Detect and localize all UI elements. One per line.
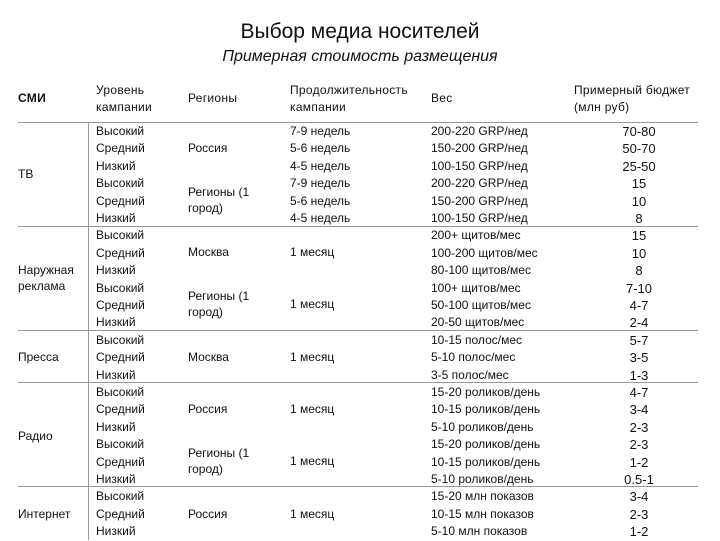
duration-radio-1: 1 месяц	[290, 402, 335, 416]
header-budget: Примерный бюджет (млн руб)	[574, 83, 691, 114]
row-weight: 100+ щитов/мес	[431, 280, 521, 295]
row-weight: 15-20 роликов/день	[431, 385, 541, 399]
row-duration: 5-6 недель	[290, 141, 351, 156]
region-radio-2: Регионы (1 город)	[188, 446, 250, 476]
row-budget: 2-3	[629, 419, 649, 435]
row-level: Низкий	[96, 211, 136, 225]
row-duration: 4-5 недель	[290, 158, 351, 173]
region-outdoor-2: Регионы (1 город)	[188, 289, 250, 319]
duration-radio-2: 1 месяц	[290, 454, 335, 468]
row-level: Средний	[96, 454, 145, 469]
row-weight: 20-50 щитов/мес	[431, 315, 525, 330]
row-budget: 50-70	[622, 141, 656, 157]
region-tv-1: Россия	[188, 141, 228, 155]
row-budget: 0.5-1	[624, 472, 654, 487]
row-budget: 10	[631, 193, 647, 209]
row-level: Низкий	[96, 315, 136, 330]
header-level: Уровень кампании	[96, 83, 153, 114]
row-duration: 5-6 недель	[290, 193, 351, 208]
row-level: Средний	[96, 193, 145, 208]
row-budget: 5-7	[629, 332, 649, 348]
region-radio-1: Россия	[188, 402, 228, 416]
row-level: Высокий	[96, 176, 145, 191]
row-level: Низкий	[96, 419, 136, 434]
row-budget: 4-7	[629, 385, 649, 400]
row-level: Высокий	[96, 437, 145, 452]
row-level: Средний	[96, 298, 145, 312]
row-weight: 150-200 GRP/нед	[431, 141, 528, 156]
row-weight: 15-20 роликов/день	[431, 437, 541, 452]
row-weight: 5-10 роликов/день	[431, 419, 534, 434]
row-budget: 1-3	[629, 367, 649, 383]
row-budget: 1-2	[629, 524, 649, 540]
duration-press: 1 месяц	[290, 350, 335, 364]
row-weight: 5-10 роликов/день	[431, 472, 534, 486]
row-weight: 100-200 щитов/мес	[431, 245, 538, 260]
row-duration: 4-5 недель	[290, 211, 351, 225]
row-weight: 200-220 GRP/нед	[431, 176, 528, 191]
row-level: Средний	[96, 245, 145, 260]
column-divider	[88, 122, 89, 540]
row-budget: 10	[631, 245, 647, 261]
row-level: Низкий	[96, 524, 136, 539]
row-level: Высокий	[96, 385, 145, 399]
row-level: Низкий	[96, 472, 136, 486]
row-weight: 50-100 щитов/мес	[431, 298, 531, 312]
row-weight: 10-15 роликов/день	[431, 402, 541, 417]
media-radio: Радио	[18, 429, 53, 443]
media-tv: ТВ	[18, 167, 34, 181]
row-level: Средний	[96, 402, 145, 417]
header-weight: Вес	[431, 91, 453, 105]
row-level: Низкий	[96, 158, 136, 173]
row-budget: 8	[635, 211, 643, 226]
region-tv-2: Регионы (1 город)	[188, 185, 250, 215]
row-budget: 3-4	[629, 402, 649, 418]
row-budget: 2-3	[629, 437, 649, 453]
row-level: Высокий	[96, 124, 145, 138]
row-weight: 100-150 GRP/нед	[431, 158, 528, 173]
row-budget: 25-50	[622, 158, 656, 174]
row-level: Средний	[96, 350, 145, 365]
row-budget: 3-4	[629, 489, 649, 505]
header-regions: Регионы	[188, 91, 238, 105]
row-budget: 4-7	[629, 298, 649, 313]
media-internet: Интернет	[18, 507, 71, 521]
row-level: Высокий	[96, 280, 145, 295]
row-budget: 15	[631, 228, 647, 244]
row-duration: 7-9 недель	[290, 176, 351, 191]
row-level: Низкий	[96, 367, 136, 382]
duration-outdoor-1: 1 месяц	[290, 245, 335, 259]
row-level: Средний	[96, 141, 145, 156]
row-budget: 70-80	[622, 124, 656, 139]
row-weight: 10-15 млн показов	[431, 506, 534, 521]
row-weight: 100-150 GRP/нед	[431, 211, 528, 225]
row-duration: 7-9 недель	[290, 124, 351, 138]
row-level: Низкий	[96, 263, 136, 278]
row-level: Высокий	[96, 228, 145, 243]
row-weight: 5-10 полос/мес	[431, 350, 516, 365]
row-level: Высокий	[96, 489, 145, 504]
row-weight: 80-100 щитов/мес	[431, 263, 531, 278]
row-weight: 200+ щитов/мес	[431, 228, 521, 243]
media-press: Пресса	[18, 350, 59, 364]
header-media: СМИ	[18, 91, 47, 105]
row-budget: 15	[631, 176, 647, 192]
row-weight: 10-15 роликов/день	[431, 454, 541, 469]
row-budget: 1-2	[629, 454, 649, 470]
row-weight: 3-5 полос/мес	[431, 367, 509, 382]
header-duration: Продолжительность кампании	[290, 83, 408, 114]
row-weight: 200-220 GRP/нед	[431, 124, 528, 138]
row-weight: 15-20 млн показов	[431, 489, 534, 504]
page-title: Выбор медиа носителей	[240, 20, 480, 43]
row-budget: 3-5	[629, 350, 649, 366]
page-subtitle: Примерная стоимость размещения	[222, 48, 498, 65]
duration-outdoor-2: 1 месяц	[290, 297, 335, 311]
row-level: Высокий	[96, 332, 145, 347]
row-budget: 8	[635, 263, 643, 279]
duration-internet: 1 месяц	[290, 507, 335, 521]
region-press-1: Москва	[188, 350, 229, 364]
row-weight: 150-200 GRP/нед	[431, 193, 528, 208]
row-budget: 2-3	[629, 506, 649, 522]
row-budget: 7-10	[625, 280, 653, 296]
row-weight: 10-15 полос/мес	[431, 332, 523, 347]
row-level: Средний	[96, 506, 145, 521]
region-internet-1: Россия	[188, 507, 228, 521]
media-outdoor: Наружная реклама	[18, 263, 74, 293]
region-outdoor-1: Москва	[188, 245, 229, 259]
row-budget: 2-4	[629, 315, 649, 331]
row-weight: 5-10 млн показов	[431, 524, 528, 539]
